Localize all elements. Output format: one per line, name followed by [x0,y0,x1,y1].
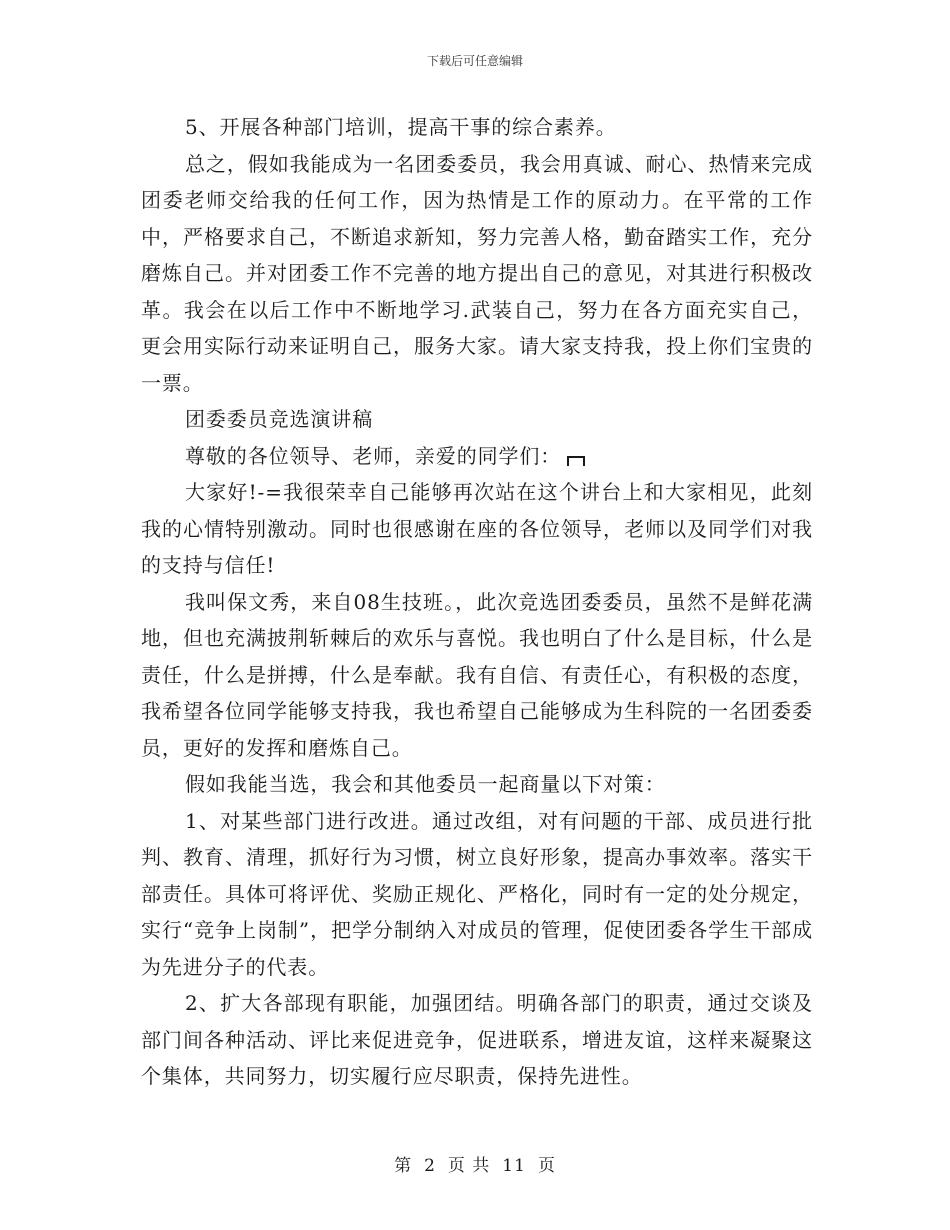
paragraph-greeting: 大家好!-=我很荣幸自己能够再次站在这个讲台上和大家相见，此刻我的心情特别激动。同时也很感谢在座的各位领导，老师以及同学们对我的支持与信任! [141,480,813,577]
page-number-footer [0,1156,950,1176]
footer-total-pages: 11 [502,1156,526,1176]
footer-middle: 页 共 [447,1156,491,1176]
paragraph-plan-2: 2、扩大各部现有职能，加强团结。明确各部门的职责，通过交谈及部门间各种活动、评比来促进竞争，促进联系，增进友谊，这样来凝聚这个集体，共同努力，切实履行应尽职责，保持先进性。 [141,991,813,1088]
paragraph-training: 5、开展各种部门培训，提高干事的综合素养。 [185,115,617,139]
document-body [141,109,813,1095]
footer-current-page: 2 [424,1156,436,1176]
header-note: 下载后可任意编辑 [426,54,523,68]
bracket-mark-icon [567,456,585,466]
paragraph-plan-1: 1、对某些部门进行改进。通过改组，对有问题的干部、成员进行批判、教育、清理，抓好行为习惯，树立良好形象，提高办事效率。落实干部责任。具体可将评优、奖励正规化、严格化，同时有一定的处分规定，实行“竞争上岗制”，把学分制纳入对成员的管理，促使团委各学生干部成为先进分子的代表。 [141,808,813,979]
salutation-text: 尊敬的各位领导、老师，亲爱的同学们： [185,443,562,468]
footer-suffix: 页 [537,1156,556,1176]
paragraph-introduction: 我叫保文秀，来自08生技班。，此次竞选团委委员，虽然不是鲜花满地，但也充满披荆斩棘后的欢乐与喜悦。我也明白了什么是目标，什么是责任，什么是拼搏，什么是奉献。我有自信、有责任心，有积极的态度，我希望各位同学能够支持我，我也希望自己能够成为生科院的一名团委委员，更好的发挥和磨炼自己。 [141,589,813,760]
paragraph-summary: 总之，假如我能成为一名团委委员，我会用真诚、耐心、热情来完成团委老师交给我的任何工作，因为热情是工作的原动力。在平常的工作中，严格要求自己，不断追求新知，努力完善人格，勤奋踏实工作，充分磨炼自己。并对团委工作不完善的地方提出自己的意见，对其进行积极改革。我会在以后工作中不断地学习.武装自己，努力在各方面充实自己，更会用实际行动来证明自己，服务大家。请大家支持我，投上你们宝贵的一票。 [141,151,813,395]
speech-title: 团委委员竞选演讲稿 [185,407,374,431]
footer-prefix: 第 [394,1156,413,1176]
salutation [141,438,813,475]
paragraph-plan-intro: 假如我能当选，我会和其他委员一起商量以下对策： [185,772,666,796]
